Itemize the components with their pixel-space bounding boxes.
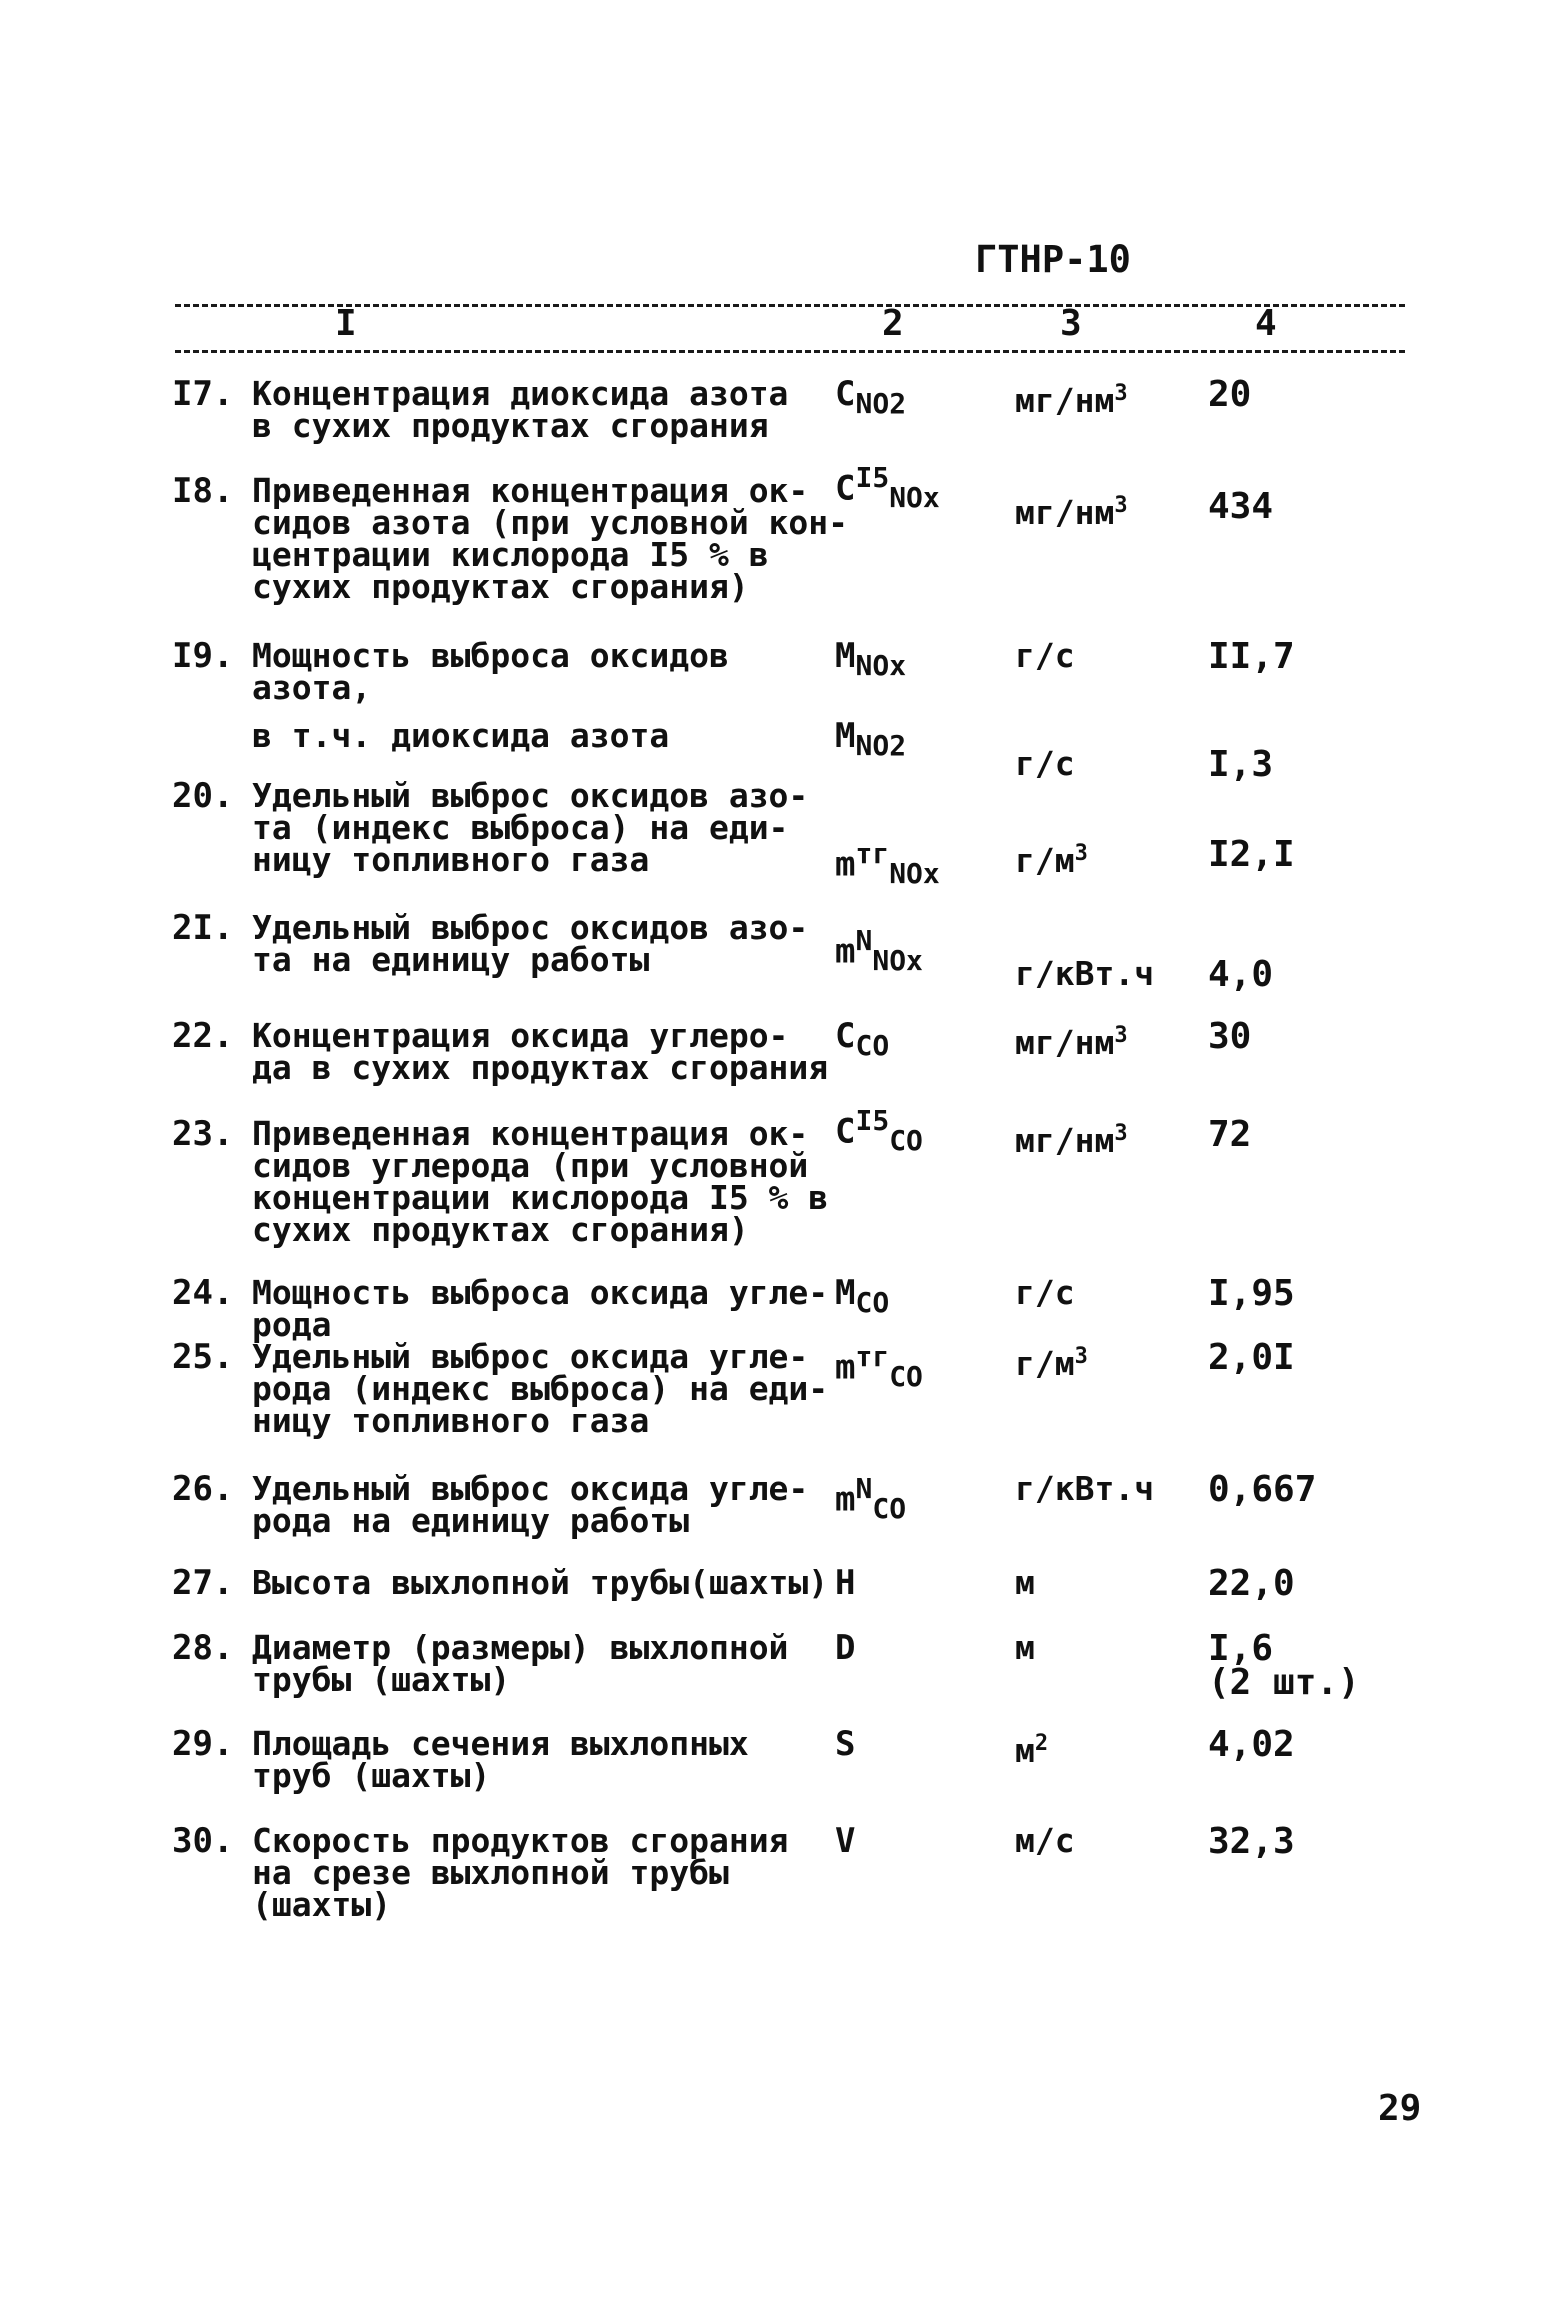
description-line: Концентрация диоксида азота [252, 374, 789, 413]
unit-base: г/м [1015, 841, 1075, 880]
row-description [252, 1724, 872, 1795]
description-line: Приведенная концентрация ок- [252, 471, 809, 510]
row-description [252, 716, 872, 755]
row-value [1208, 1724, 1295, 1765]
row-number: 24. [172, 1273, 234, 1313]
unit-base: мг/нм [1015, 1121, 1115, 1160]
unit-base: м [1015, 1563, 1035, 1602]
unit-exponent: 3 [1114, 381, 1128, 406]
page-number: 29 [1378, 2088, 1422, 2129]
symbol-main: V [835, 1821, 856, 1861]
row-unit [1015, 1821, 1075, 1860]
symbol-main: M [835, 1273, 856, 1313]
row-unit [1015, 1563, 1035, 1602]
row-value [1208, 1469, 1317, 1510]
unit-base: м/с [1015, 1821, 1075, 1860]
symbol-superscript: тг [855, 837, 890, 870]
row-value [1208, 486, 1274, 527]
row-number: 23. [172, 1114, 234, 1154]
unit-exponent: 3 [1114, 493, 1128, 518]
description-line: Диаметр (размеры) выхлопной [252, 1628, 789, 1667]
row-unit [1015, 1273, 1075, 1312]
row-symbol [835, 716, 907, 762]
row-unit [1015, 636, 1075, 675]
description-line: центрации кислорода I5 % в [252, 535, 769, 574]
description-line: Мощность выброса оксидов [252, 636, 729, 675]
symbol-main: C [835, 1016, 856, 1056]
description-line: сидов азота (при условной кон- [252, 503, 849, 542]
value-line: I2,I [1208, 834, 1295, 875]
symbol-subscript: NOx [855, 648, 907, 682]
row-symbol [835, 1016, 890, 1062]
description-line: та на единицу работы [252, 940, 650, 979]
row-symbol [835, 374, 907, 420]
row-symbol [835, 1628, 856, 1668]
row-number: 26. [172, 1469, 234, 1509]
row-description [252, 1563, 872, 1602]
description-line: ницу топливного газа [252, 840, 650, 879]
row-unit [1015, 838, 1088, 880]
description-line: Концентрация оксида углеро- [252, 1016, 789, 1055]
symbol-subscript: CO [855, 1028, 890, 1062]
row-symbol [835, 1473, 906, 1525]
row-symbol [835, 1724, 856, 1764]
row-description [252, 908, 872, 979]
symbol-superscript: I5 [855, 1104, 890, 1137]
description-line: та (индекс выброса) на еди- [252, 808, 789, 847]
row-number: I9. [172, 636, 234, 676]
value-line: I,6 [1208, 1628, 1274, 1669]
description-line: трубы (шахты) [252, 1660, 511, 1699]
description-line: да в сухих продуктах сгорания [252, 1048, 829, 1087]
symbol-subscript: CO [855, 1285, 890, 1319]
row-unit [1015, 1341, 1088, 1383]
description-line: Удельный выброс оксида угле- [252, 1469, 809, 1508]
row-description [252, 374, 872, 445]
value-line: 72 [1208, 1114, 1252, 1155]
row-unit [1015, 954, 1155, 993]
row-symbol [835, 1273, 890, 1319]
description-line: сидов углерода (при условной [252, 1146, 809, 1185]
row-unit [1015, 744, 1075, 783]
row-symbol [835, 1105, 923, 1157]
row-description [252, 1016, 872, 1087]
description-line: Мощность выброса оксида угле- [252, 1273, 829, 1312]
value-line: (2 шт.) [1208, 1662, 1360, 1703]
row-description [252, 636, 872, 707]
row-value [1208, 744, 1274, 785]
row-description [252, 776, 872, 879]
unit-base: г/м [1015, 1344, 1075, 1383]
row-description [252, 1337, 872, 1440]
symbol-superscript: тг [855, 1340, 890, 1373]
value-line: 22,0 [1208, 1563, 1295, 1604]
symbol-main: M [835, 716, 856, 756]
column-header-4: 4 [1255, 303, 1277, 344]
row-description [252, 1628, 872, 1699]
description-line: Удельный выброс оксидов азо- [252, 776, 809, 815]
value-line: I,3 [1208, 744, 1274, 785]
row-unit [1015, 1118, 1128, 1160]
row-unit [1015, 1728, 1049, 1770]
row-number: 2I. [172, 908, 234, 948]
value-line: 2,0I [1208, 1337, 1295, 1378]
value-line: 4,0 [1208, 954, 1274, 995]
row-value [1208, 1273, 1295, 1314]
value-line: 4,02 [1208, 1724, 1295, 1765]
symbol-main: m [835, 1479, 856, 1520]
description-line: Удельный выброс оксида угле- [252, 1337, 809, 1376]
symbol-main: D [835, 1628, 856, 1668]
row-value [1208, 1628, 1360, 1703]
unit-exponent: 2 [1034, 1731, 1049, 1756]
row-value [1208, 1821, 1295, 1862]
unit-exponent: 3 [1074, 1344, 1088, 1369]
unit-exponent: 3 [1074, 841, 1088, 866]
value-line: 30 [1208, 1016, 1252, 1057]
description-line: труб (шахты) [252, 1756, 491, 1795]
row-unit [1015, 490, 1128, 532]
description-line: Приведенная концентрация ок- [252, 1114, 809, 1153]
description-line: на срезе выхлопной трубы [252, 1853, 729, 1892]
row-symbol [835, 1563, 856, 1603]
row-description [252, 1469, 872, 1540]
column-header-3: 3 [1060, 303, 1082, 344]
unit-exponent: 3 [1114, 1023, 1128, 1048]
description-line: концентрации кислорода I5 % в [252, 1178, 829, 1217]
column-header-1: I [335, 303, 357, 344]
symbol-main: C [835, 374, 856, 414]
row-number: 20. [172, 776, 234, 816]
description-line: (шахты) [252, 1885, 392, 1924]
description-line: сухих продуктах сгорания) [252, 1210, 749, 1249]
row-value [1208, 1114, 1252, 1155]
value-line: 0,667 [1208, 1469, 1317, 1510]
unit-base: м [1015, 1731, 1035, 1770]
row-value [1208, 636, 1295, 677]
row-number: 25. [172, 1337, 234, 1377]
unit-base: м [1015, 1628, 1035, 1667]
symbol-superscript: N [855, 924, 873, 957]
description-line: азота, [252, 668, 372, 707]
row-description [252, 471, 872, 606]
symbol-main: m [835, 931, 856, 972]
row-value [1208, 954, 1274, 995]
description-line: Удельный выброс оксидов азо- [252, 908, 809, 947]
symbol-subscript: NOx [872, 944, 923, 978]
description-line: Площадь сечения выхлопных [252, 1724, 749, 1763]
symbol-subscript: CO [889, 1124, 923, 1158]
row-value [1208, 834, 1295, 875]
row-unit [1015, 1020, 1128, 1062]
table-top-rule [175, 304, 1405, 307]
symbol-main: C [835, 468, 856, 509]
symbol-subscript: CO [872, 1492, 907, 1526]
unit-base: г/кВт.ч [1015, 1469, 1155, 1508]
row-number: 27. [172, 1563, 234, 1603]
description-line: в сухих продуктах сгорания [252, 406, 769, 445]
description-line: рода (индекс выброса) на еди- [252, 1369, 829, 1408]
row-number: I8. [172, 471, 234, 511]
unit-base: г/кВт.ч [1015, 954, 1155, 993]
unit-base: г/с [1015, 744, 1075, 783]
symbol-subscript: NOx [889, 857, 940, 891]
row-symbol [835, 1341, 923, 1393]
unit-base: г/с [1015, 1273, 1075, 1312]
unit-base: мг/нм [1015, 1023, 1115, 1062]
symbol-subscript: NO2 [855, 728, 907, 762]
row-description [252, 1821, 872, 1924]
value-line: I,95 [1208, 1273, 1295, 1314]
value-line: 32,3 [1208, 1821, 1295, 1862]
symbol-main: m [835, 1347, 856, 1388]
description-line: Высота выхлопной трубы(шахты) [252, 1563, 829, 1602]
row-value [1208, 1337, 1295, 1378]
symbol-subscript: NOx [889, 481, 940, 515]
description-line: ницу топливного газа [252, 1401, 650, 1440]
symbol-superscript: N [855, 1472, 873, 1505]
row-unit [1015, 1628, 1035, 1667]
row-unit [1015, 1469, 1155, 1508]
row-number: I7. [172, 374, 234, 414]
row-unit [1015, 378, 1128, 420]
row-number: 30. [172, 1821, 234, 1861]
description-line: рода [252, 1305, 332, 1344]
value-line: 20 [1208, 374, 1252, 415]
symbol-main: H [835, 1563, 856, 1603]
value-line: II,7 [1208, 636, 1295, 677]
row-symbol [835, 636, 907, 682]
unit-base: мг/нм [1015, 381, 1115, 420]
symbol-subscript: CO [889, 1360, 923, 1394]
description-line: Скорость продуктов сгорания [252, 1821, 789, 1860]
row-description [252, 1114, 872, 1249]
row-number: 22. [172, 1016, 234, 1056]
row-symbol [835, 1821, 856, 1861]
document-code: ГТНР-10 [975, 238, 1131, 281]
row-number: 28. [172, 1628, 234, 1668]
value-line: 434 [1208, 486, 1274, 527]
unit-exponent: 3 [1114, 1121, 1128, 1146]
symbol-main: S [835, 1724, 856, 1764]
row-symbol [835, 838, 940, 890]
symbol-main: C [835, 1111, 856, 1152]
unit-base: г/с [1015, 636, 1075, 675]
description-line: в т.ч. диоксида азота [252, 716, 670, 755]
symbol-subscript: NO2 [855, 386, 907, 420]
symbol-main: M [835, 636, 856, 676]
row-number: 29. [172, 1724, 234, 1764]
description-line: рода на единицу работы [252, 1501, 690, 1540]
symbol-superscript: I5 [855, 461, 890, 494]
row-value [1208, 374, 1252, 415]
symbol-main: m [835, 844, 856, 885]
row-symbol [835, 925, 923, 977]
column-header-2: 2 [882, 303, 904, 344]
row-value [1208, 1563, 1295, 1604]
row-value [1208, 1016, 1252, 1057]
unit-base: мг/нм [1015, 493, 1115, 532]
row-symbol [835, 462, 940, 514]
table-header-rule [175, 350, 1405, 353]
row-description [252, 1273, 872, 1344]
description-line: сухих продуктах сгорания) [252, 567, 749, 606]
